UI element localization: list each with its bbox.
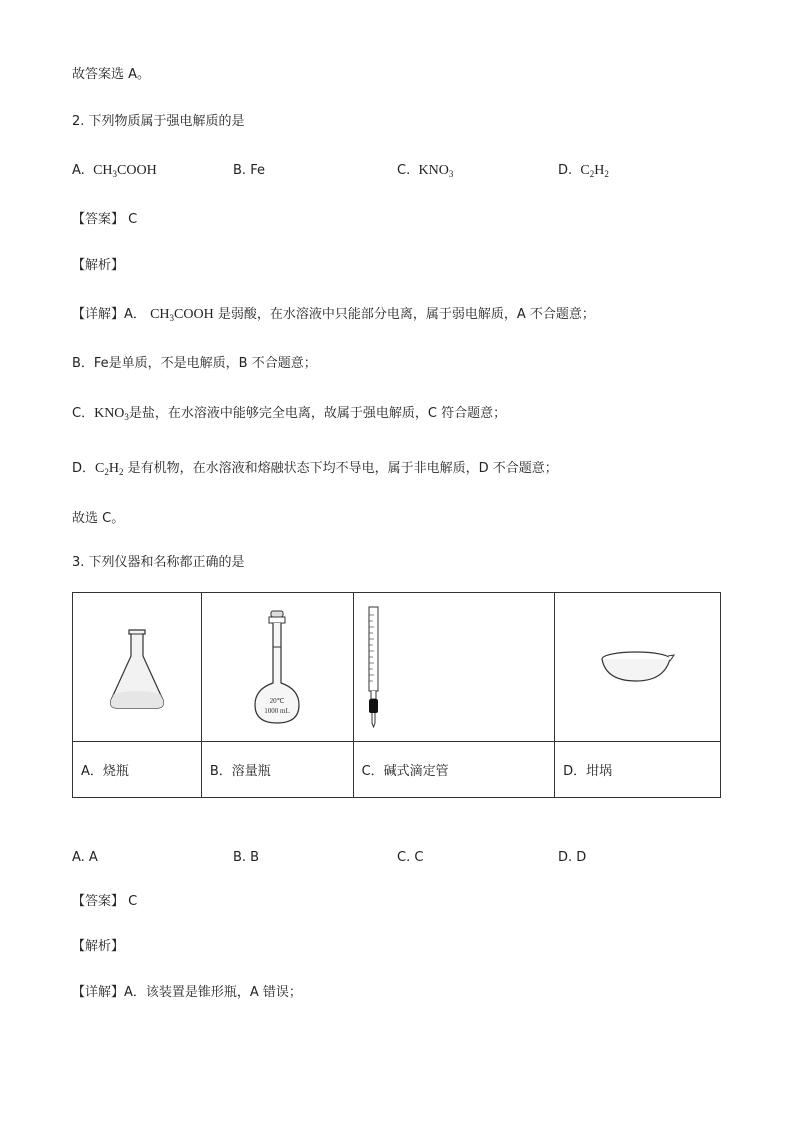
question-2-stem: 2. 下列物质属于强电解质的是 [72, 114, 245, 129]
instrument-cell-c [353, 593, 555, 742]
q2-analysis-heading: 【解析】 [72, 258, 125, 273]
volumetric-flask-icon [247, 607, 307, 727]
flask-temperature-label: 20℃ [269, 697, 285, 705]
instrument-name-b: B．溶量瓶 [201, 742, 353, 798]
instrument-name-a: A．烧瓶 [73, 742, 202, 798]
q2-detail-line-c: C．$KNO_3$是盐，在水溶液中能够完全电离，故属于强电解质，C 符合题意； [72, 406, 507, 422]
q3-option-d: D. D [558, 850, 587, 865]
q2-conclusion: 故选 C。 [72, 511, 125, 526]
q2-option-b: B. Fe [233, 163, 265, 178]
instrument-cell-a [73, 593, 202, 742]
instrument-table [72, 592, 721, 798]
instrument-cell-d [555, 593, 721, 742]
evaporating-dish-icon [598, 647, 678, 687]
instrument-cell-b [201, 593, 353, 742]
instrument-name-c: C．碱式滴定管 [353, 742, 555, 798]
q2-detail-line-d: D．$C_2H_2$ 是有机物，在水溶液和熔融状态下均不导电，属于非电解质，D 不合题意； [72, 461, 558, 477]
q2-option-d: D. $C_2H_2$ [558, 163, 609, 179]
flask-volume-label: 1000 mL [264, 707, 290, 715]
q2-detail-line-a: 【详解】A． $CH_3COOH$ 是弱酸，在水溶液中只能部分电离，属于弱电解质，A 不合题意； [72, 307, 595, 323]
q3-option-c: C. C [397, 850, 424, 865]
q3-option-b: B. B [233, 850, 260, 865]
burette-icon [362, 605, 386, 729]
intro-text: 故答案选 A。 [72, 67, 151, 82]
q3-option-a: A. A [72, 850, 98, 865]
conical-flask-icon [107, 622, 167, 712]
q2-detail-line-b: B．Fe是单质，不是电解质，B 不合题意； [72, 356, 317, 371]
q2-option-c: C. $KNO_3$ [397, 163, 454, 179]
q2-option-a: A. $CH_3COOH$ [72, 163, 157, 179]
instrument-name-row [73, 742, 721, 798]
q3-answer: 【答案】 C [72, 894, 138, 909]
instrument-name-d: D．坩埚 [555, 742, 721, 798]
q2-answer: 【答案】 C [72, 212, 138, 227]
instrument-image-row [73, 593, 721, 742]
q3-detail-line-a: 【详解】A．该装置是锥形瓶，A 错误； [72, 985, 302, 1000]
question-3-stem: 3. 下列仪器和名称都正确的是 [72, 555, 245, 570]
q3-analysis-heading: 【解析】 [72, 939, 125, 954]
